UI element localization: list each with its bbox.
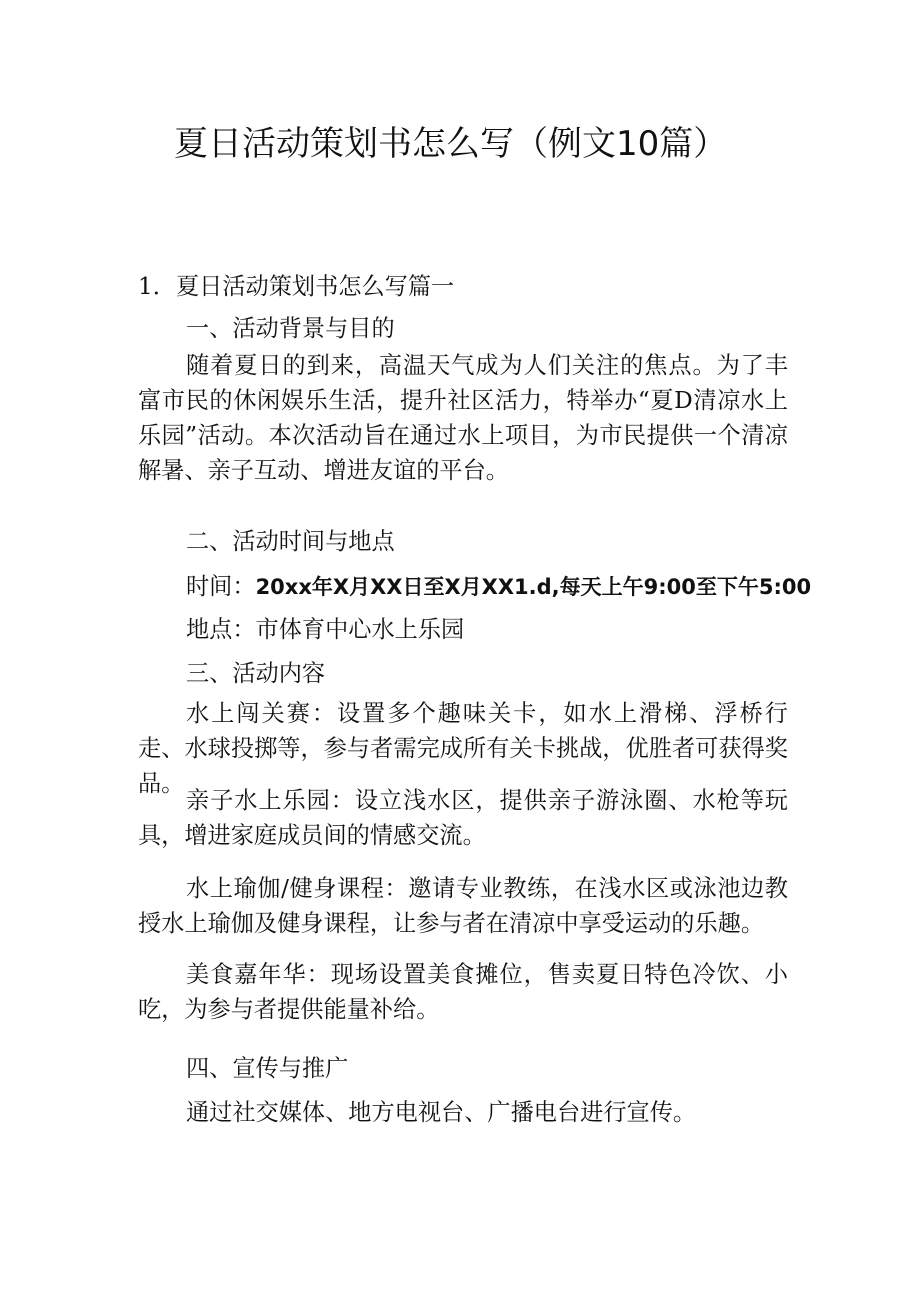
time-line — [186, 567, 836, 601]
paragraph-water-challenge: 水上闯关赛：设置多个趣味关卡，如水上滑梯、浮桥行走、水球投掷等，参与者需完成所有关卡挑战，优胜者可获得奖品。 — [138, 700, 788, 797]
paragraph-yoga-course: 水上瑜伽/健身课程：邀请专业教练，在浅水区或泳池边教授水上瑜伽及健身课程，让参与者在清凉中享受运动的乐趣。 — [138, 875, 788, 937]
paragraph-promotion: 通过社交媒体、地方电视台、广播电台进行宣传。 — [186, 1099, 697, 1126]
heading-time-place: 二、活动时间与地点 — [186, 528, 395, 555]
time-label: 时间： — [186, 573, 256, 600]
heading-content: 三、活动内容 — [186, 660, 326, 687]
heading-background: 一、活动背景与目的 — [186, 315, 395, 342]
document-title: 夏日活动策划书怎么写（例文10篇） — [174, 124, 728, 164]
place-line: 地点：市体育中心水上乐园 — [186, 616, 465, 643]
paragraph-background: 随着夏日的到来，高温天气成为人们关注的焦点。为了丰富市民的休闲娱乐生活，提升社区活力，特举办“夏D清凉水上乐园”活动。本次活动旨在通过水上项目，为市民提供一个清凉解暑、亲子互动、增进友谊的平台。 — [138, 352, 788, 484]
time-value: 20xx年X月XX日至X月XX1.d,每天上午9:00至下午5:00 — [255, 575, 812, 599]
paragraph-family-park: 亲子水上乐园：设立浅水区，提供亲子游泳圈、水枪等玩具，增进家庭成员间的情感交流。 — [138, 787, 788, 849]
paragraph-food-carnival: 美食嘉年华：现场设置美食摊位，售卖夏日特色冷饮、小吃，为参与者提供能量补给。 — [138, 961, 788, 1023]
heading-promotion: 四、宣传与推广 — [186, 1055, 349, 1082]
section-heading: 1．夏日活动策划书怎么写篇一 — [138, 273, 455, 300]
